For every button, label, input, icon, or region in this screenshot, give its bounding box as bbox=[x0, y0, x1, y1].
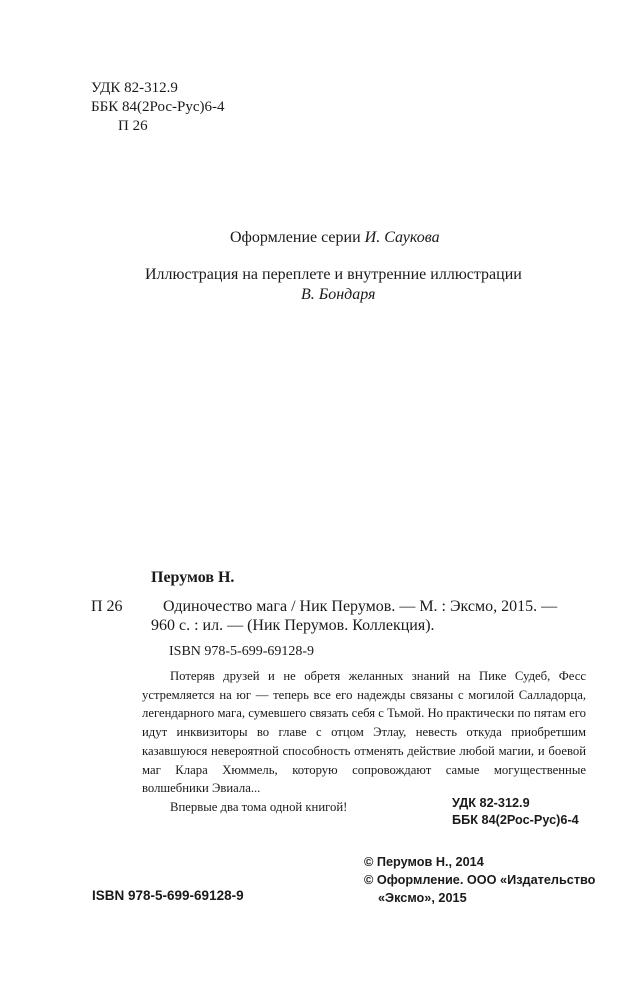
copyright-line-3: «Эксмо», 2015 bbox=[378, 891, 467, 905]
copyright-line-2: © Оформление. ООО «Издательство bbox=[364, 873, 596, 887]
classification-top bbox=[91, 79, 224, 136]
udk-code: УДК 82-312.9 bbox=[91, 80, 178, 96]
illustrator: В. Бондаря bbox=[301, 286, 376, 303]
series-designer: И. Саукова bbox=[364, 229, 440, 246]
catalog-line-2: 960 с. : ил. — (Ник Перумов. Коллекция). bbox=[151, 617, 435, 634]
illustration-label: Иллюстрация на переплете и внутренние иллюстрации bbox=[145, 266, 522, 283]
bbk-bottom: ББК 84(2Рос-Рус)6-4 bbox=[452, 813, 579, 827]
catalog-code: П 26 bbox=[91, 598, 123, 615]
annotation bbox=[142, 667, 586, 817]
catalog-isbn: ISBN 978-5-699-69128-9 bbox=[169, 644, 315, 659]
isbn-bottom: ISBN 978-5-699-69128-9 bbox=[92, 888, 244, 903]
catalog-line-1: Одиночество мага / Ник Перумов. — М. : Эксмо, 2015. — bbox=[163, 598, 558, 615]
author-code: П 26 bbox=[118, 118, 148, 134]
series-credit bbox=[230, 229, 440, 247]
annotation-paragraph-1: Потеряв друзей и не обретя желанных знаний на Пике Судеб, Фесс устремляется на юг — теперь все его надежды связаны с могилой Салладорца, легендарного мага, сумевшего связать себя с Тьмой. Но практически по пятам его идут инквизиторы во главе с отцом Этлау, невесть откуда приобретшим казавшуюся невероятной способность отменять действие любой магии, и боевой маг Клара Хюммель, которую сопровождают самые могущественные волшебники Эвиала... bbox=[142, 669, 586, 796]
udk-bottom: УДК 82-312.9 bbox=[452, 796, 530, 810]
annotation-paragraph-2: Впервые два тома одной книгой! bbox=[170, 799, 348, 814]
copyright-line-1: © Перумов Н., 2014 bbox=[364, 855, 484, 869]
series-label: Оформление серии bbox=[230, 229, 365, 246]
bbk-code: ББК 84(2Рос-Рус)6-4 bbox=[91, 99, 225, 115]
illustrator-name bbox=[301, 286, 375, 304]
catalog-author: Перумов Н. bbox=[151, 569, 235, 586]
